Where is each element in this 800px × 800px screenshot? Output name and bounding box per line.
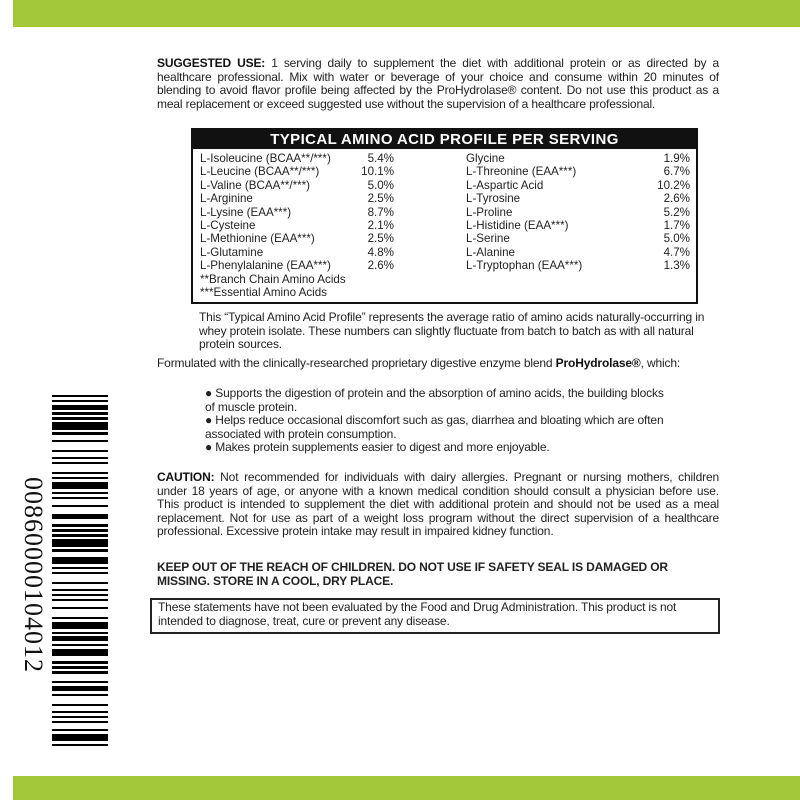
suggested-use-label: SUGGESTED USE: bbox=[157, 56, 266, 70]
benefit-list bbox=[205, 387, 675, 455]
barcode-bar bbox=[52, 661, 108, 663]
keep-out-warning: KEEP OUT OF THE REACH OF CHILDREN. DO NOT USE IF SAFETY SEAL IS DAMAGED OR MISSING. STORE IN A COOL, DRY PLACE. bbox=[157, 560, 668, 588]
caution-text: Not recommended for individuals with dairy allergies. Pregnant or nursing mothers, children under 18 years of age, or anyone with a known medical condition should consult a physician before use. This product is intended to supplement the diet with additional protein and should not be used as a meal replacement. Not for use as part of a weight loss program without the direct supervision of a healthcare professional. Excessive protein intake may result in impaired kidney function. bbox=[157, 470, 719, 539]
amino-name: Glycine bbox=[466, 152, 505, 165]
amino-name: L-Histidine (EAA***) bbox=[466, 219, 569, 233]
amino-value: 4.7% bbox=[663, 245, 690, 259]
suggested-use-text: 1 serving daily to supplement the diet with additional protein or as directed by a healthcare professional. Mix with water or beverage of your choice and consume within 20 minutes of blending to avoid flavor profile being affected by the ProHydrolase® content. Do not use this product as a meal replacement or exceed suggested use without the supervision of a healthcare professional. bbox=[157, 56, 720, 111]
profile-note: This “Typical Amino Acid Profile” represents the average ratio of amino acids naturally-occurring in whey protein isolate. These numbers can slightly fluctuate from batch to batch as with all natural protein sources. bbox=[199, 310, 705, 352]
amino-value: 2.5% bbox=[367, 232, 394, 246]
barcode-bar bbox=[52, 395, 108, 397]
barcode-bar bbox=[52, 572, 108, 574]
barcode-bar bbox=[52, 681, 108, 683]
amino-value: 2.5% bbox=[367, 192, 394, 206]
barcode-bar bbox=[52, 671, 108, 673]
barcode-bar bbox=[52, 422, 108, 429]
barcode-bar bbox=[52, 412, 108, 414]
barcode-bar bbox=[52, 607, 108, 609]
amino-column-left bbox=[200, 152, 394, 273]
barcode-bar bbox=[52, 440, 108, 442]
amino-value: 1.9% bbox=[663, 152, 690, 165]
brand-name: ProHydrolase® bbox=[555, 356, 641, 370]
amino-row bbox=[466, 259, 690, 272]
amino-row bbox=[200, 219, 394, 232]
amino-row bbox=[200, 206, 394, 219]
amino-row bbox=[466, 165, 690, 178]
amino-row bbox=[200, 152, 394, 165]
amino-value: 10.1% bbox=[361, 165, 394, 179]
amino-row bbox=[466, 246, 690, 259]
barcode-bar bbox=[52, 539, 108, 546]
barcode-bar bbox=[52, 405, 108, 410]
barcode-bar bbox=[52, 514, 108, 519]
amino-row bbox=[200, 246, 394, 259]
barcode-bar bbox=[52, 534, 108, 536]
amino-row bbox=[466, 219, 690, 232]
barcode-bar bbox=[52, 472, 108, 474]
amino-footnotes bbox=[200, 273, 346, 300]
amino-row bbox=[200, 232, 394, 245]
amino-name: L-Phenylalanine (EAA***) bbox=[200, 259, 331, 273]
barcode-bar bbox=[52, 721, 108, 723]
barcode-bar bbox=[52, 716, 108, 718]
amino-column-right bbox=[466, 152, 690, 273]
amino-row bbox=[466, 206, 690, 219]
barcode-bar bbox=[52, 649, 108, 656]
amino-name: L-Serine bbox=[466, 232, 510, 246]
amino-name: L-Glutamine bbox=[200, 245, 264, 259]
amino-row bbox=[200, 192, 394, 205]
barcode-bar bbox=[52, 432, 108, 434]
barcode-bar bbox=[52, 744, 108, 746]
caution-statement bbox=[157, 471, 719, 539]
barcode-bar bbox=[52, 694, 108, 696]
barcode-bar bbox=[52, 557, 108, 564]
amino-value: 2.6% bbox=[663, 192, 690, 206]
amino-name: L-Valine (BCAA**/***) bbox=[200, 178, 310, 192]
barcode-bar bbox=[52, 734, 108, 741]
barcode-bar bbox=[52, 497, 108, 499]
amino-name: L-Aspartic Acid bbox=[466, 178, 544, 192]
benefit-text: Makes protein supplements easier to digest and more enjoyable. bbox=[215, 440, 550, 455]
amino-value: 10.2% bbox=[657, 178, 690, 192]
barcode-bar bbox=[52, 644, 108, 646]
barcode-bar bbox=[52, 505, 108, 507]
amino-value: 1.7% bbox=[663, 219, 690, 233]
amino-row bbox=[466, 152, 690, 165]
amino-name: L-Proline bbox=[466, 205, 513, 219]
amino-row bbox=[200, 179, 394, 192]
amino-row bbox=[200, 165, 394, 178]
amino-name: L-Arginine bbox=[200, 192, 253, 206]
barcode-bar bbox=[52, 711, 108, 713]
barcode-bar bbox=[52, 400, 108, 402]
suggested-use bbox=[157, 57, 719, 111]
amino-name: L-Leucine (BCAA**/***) bbox=[200, 165, 320, 179]
formulated-suffix: , which: bbox=[640, 356, 681, 370]
amino-value: 6.7% bbox=[663, 165, 690, 179]
amino-value: 5.4% bbox=[367, 152, 394, 165]
barcode-bar bbox=[52, 529, 108, 531]
barcode-bar bbox=[52, 582, 108, 584]
barcode-bar bbox=[52, 704, 108, 706]
barcode-bar bbox=[52, 594, 108, 596]
amino-name: L-Tyrosine bbox=[466, 192, 521, 206]
amino-name: L-Alanine bbox=[466, 245, 515, 259]
barcode-number: 00860000104012 bbox=[19, 477, 48, 673]
barcode-bar bbox=[52, 617, 108, 619]
barcode-bar bbox=[52, 632, 108, 634]
amino-name: L-Methionine (EAA***) bbox=[200, 232, 315, 246]
amino-row bbox=[200, 259, 394, 272]
caution-label: CAUTION: bbox=[157, 470, 215, 484]
amino-row bbox=[466, 192, 690, 205]
benefit-item: ● Helps reduce occasional discomfort such as gas, diarrhea and bloating which are often associated with protein consumption. bbox=[205, 413, 664, 441]
barcode-bar bbox=[52, 636, 108, 641]
barcode-bar bbox=[52, 524, 108, 526]
barcode-bar bbox=[52, 417, 108, 419]
amino-value: 2.6% bbox=[367, 259, 394, 273]
amino-row bbox=[466, 179, 690, 192]
amino-name: L-Cysteine bbox=[200, 219, 256, 233]
benefit-item: ● Makes protein supplements easier to digest and more enjoyable. bbox=[205, 440, 550, 455]
amino-value: 5.2% bbox=[663, 205, 690, 219]
amino-row bbox=[466, 232, 690, 245]
amino-acid-table bbox=[191, 128, 698, 304]
top-accent-bar bbox=[13, 0, 800, 27]
benefit-item: ● Supports the digestion of protein and the absorption of amino acids, the building blocks of muscle protein. bbox=[205, 386, 664, 414]
amino-name: L-Threonine (EAA***) bbox=[466, 165, 577, 179]
barcode-bar bbox=[52, 457, 108, 459]
barcode-bar bbox=[52, 462, 108, 464]
footnote-bcaa: **Branch Chain Amino Acids bbox=[200, 273, 346, 286]
barcode-bar bbox=[52, 729, 108, 731]
barcode-bar bbox=[52, 599, 108, 601]
amino-table-title: TYPICAL AMINO ACID PROFILE PER SERVING bbox=[193, 130, 696, 149]
amino-value: 1.3% bbox=[663, 259, 690, 273]
amino-name: L-Isoleucine (BCAA**/***) bbox=[200, 152, 331, 165]
footnote-eaa: ***Essential Amino Acids bbox=[200, 286, 327, 300]
barcode-bar bbox=[52, 622, 108, 629]
amino-value: 5.0% bbox=[663, 232, 690, 246]
amino-value: 8.7% bbox=[367, 205, 394, 219]
barcode-bar bbox=[52, 492, 108, 494]
benefit-text: Supports the digestion of protein and the absorption of amino acids, the building blocks of muscle protein. bbox=[205, 386, 664, 414]
bottom-accent-bar bbox=[13, 776, 800, 800]
barcode-bar bbox=[52, 666, 108, 668]
amino-value: 4.8% bbox=[367, 245, 394, 259]
amino-value: 2.1% bbox=[367, 219, 394, 233]
barcode-bar bbox=[52, 482, 108, 489]
formulated-statement bbox=[157, 357, 719, 371]
barcode bbox=[52, 395, 108, 751]
barcode-bar bbox=[52, 589, 108, 591]
amino-name: L-Tryptophan (EAA***) bbox=[466, 259, 583, 273]
barcode-bar bbox=[52, 686, 108, 691]
amino-value: 5.0% bbox=[367, 178, 394, 192]
benefit-text: Helps reduce occasional discomfort such as gas, diarrhea and bloating which are often associated with protein consumption. bbox=[205, 413, 664, 441]
formulated-text: Formulated with the clinically-researched proprietary digestive enzyme blend bbox=[157, 356, 556, 370]
amino-name: L-Lysine (EAA***) bbox=[200, 205, 292, 219]
barcode-bar bbox=[52, 567, 108, 569]
barcode-bar bbox=[52, 450, 108, 452]
fda-disclaimer: These statements have not been evaluated by the Food and Drug Administration. This product is not intended to diagnose, treat, cure or prevent any disease. bbox=[150, 598, 720, 634]
barcode-bar bbox=[52, 549, 108, 551]
barcode-bar bbox=[52, 477, 108, 479]
